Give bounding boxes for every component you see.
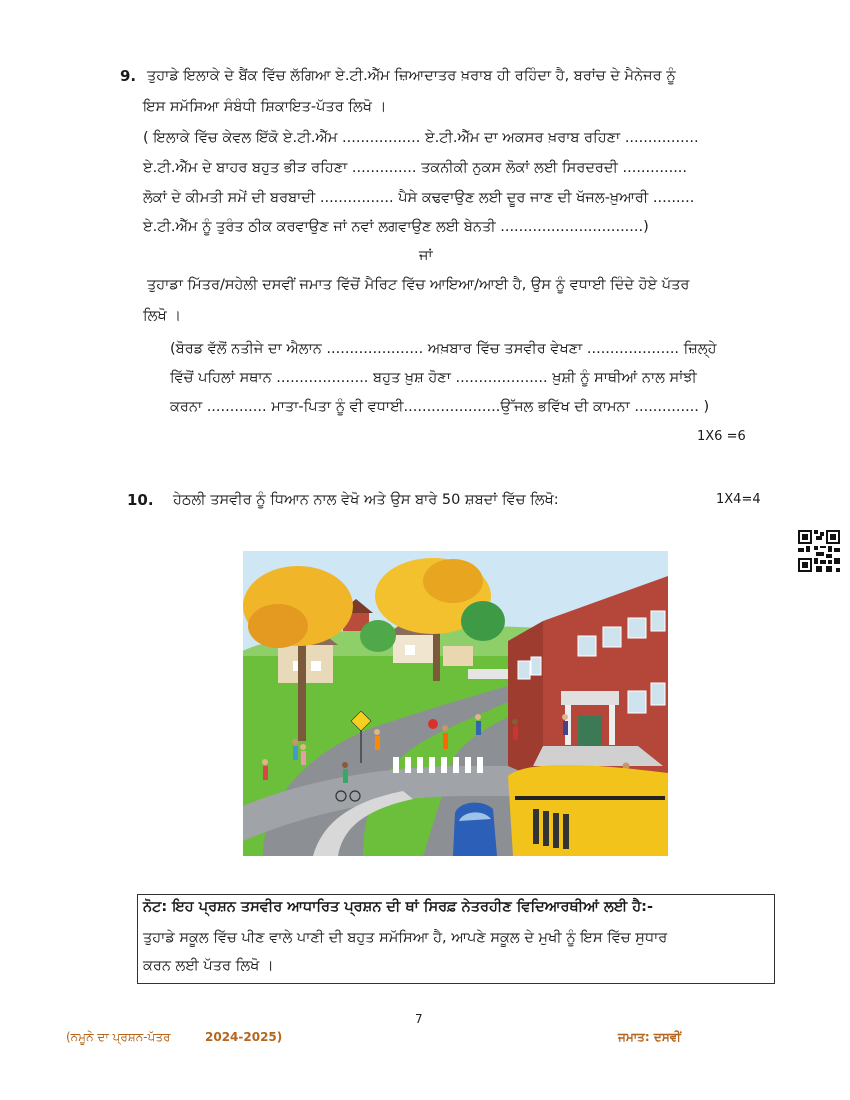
school-street-illustration xyxy=(243,551,668,856)
note-line-1: ਤੁਹਾਡੇ ਸਕੂਲ ਵਿੱਚ ਪੀਣ ਵਾਲੇ ਪਾਣੀ ਦੀ ਬਹੁਤ ਸਮੱਸਿਆ ਹੈ, ਆਪਣੇ ਸਕੂਲ ਦੇ ਮੁਖੀ ਨੂੰ ਇਸ ਵਿੱਚ ਸੁਧਾਰ xyxy=(143,930,668,946)
school-bus xyxy=(508,765,668,856)
footer-paper-type: (ਨਮੂਨੇ ਦਾ ਪ੍ਰਸ਼ਨ-ਪੱਤਰ xyxy=(66,1030,171,1044)
question-9-alt-line-1: ਤੁਹਾਡਾ ਮਿੱਤਰ/ਸਹੇਲੀ ਦਸਵੀਂ ਜਮਾਤ ਵਿੱਚੋਂ ਮੈਰਿਟ ਵਿੱਚ ਆਇਆ/ਆਈ ਹੈ, ਉਸ ਨੂੰ ਵਧਾਈ ਦਿੰਦੇ ਹੋਏ ਪੱਤਰ xyxy=(147,277,690,293)
question-9-marks: 1X6 =6 xyxy=(697,429,746,444)
question-9-hint-1: ( ਇਲਾਕੇ ਵਿੱਚ ਕੇਵਲ ਇੱਕੋ ਏ.ਟੀ.ਐੱਮ ................. ਏ.ਟੀ.ਐੱਮ ਦਾ ਅਕਸਰ ਖ਼ਰਾਬ ਰਹਿਣਾ ................ xyxy=(143,130,699,146)
blue-car xyxy=(453,803,497,856)
question-9-hint-3: ਲੋਕਾਂ ਦੇ ਕੀਮਤੀ ਸਮੇਂ ਦੀ ਬਰਬਾਦੀ ................ ਪੈਸੇ ਕਢਵਾਉਣ ਲਈ ਦੂਰ ਜਾਣ ਦੀ ਖੱਜਲ-ਖ਼ੁਆਰੀ ......... xyxy=(143,190,695,206)
footer-class: ਜਮਾਤ: ਦਸਵੀਂ xyxy=(618,1030,681,1044)
question-9-alt-hint-3: ਕਰਨਾ ............. ਮਾਤਾ-ਪਿਤਾ ਨੂੰ ਵੀ ਵਧਾਈ.....................ਉੱਜਲ ਭਵਿੱਖ ਦੀ ਕਾਮਨਾ .............. ) xyxy=(170,399,710,415)
question-9-line-2: ਇਸ ਸਮੱਸਿਆ ਸੰਬੰਧੀ ਸ਼ਿਕਾਇਤ-ਪੱਤਰ ਲਿਖੋ । xyxy=(143,99,387,115)
note-heading: ਨੋਟ: ਇਹ ਪ੍ਰਸ਼ਨ ਤਸਵੀਰ ਆਧਾਰਿਤ ਪ੍ਰਸ਼ਨ ਦੀ ਥਾਂ ਸਿਰਫ਼ ਨੇਤਰਹੀਣ ਵਿਦਿਆਰਥੀਆਂ ਲਈ ਹੈ:- xyxy=(143,899,653,915)
or-separator: ਜਾਂ xyxy=(419,248,433,264)
note-box xyxy=(137,894,775,984)
footer-year: 2024-2025) xyxy=(205,1030,283,1044)
question-9-line-1: ਤੁਹਾਡੇ ਇਲਾਕੇ ਦੇ ਬੈਂਕ ਵਿੱਚ ਲੱਗਿਆ ਏ.ਟੀ.ਐੱਮ ਜ਼ਿਆਦਾਤਰ ਖ਼ਰਾਬ ਹੀ ਰਹਿੰਦਾ ਹੈ, ਬਰਾਂਚ ਦੇ ਮੈਨੇਜਰ ਨੂੰ xyxy=(147,68,676,84)
question-9-alt-line-2: ਲਿਖੋ । xyxy=(143,308,182,324)
question-10-marks: 1X4=4 xyxy=(716,492,761,507)
question-9-alt-hint-2: ਵਿੱਚੋਂ ਪਹਿਲਾਂ ਸਥਾਨ .................... ਬਹੁਤ ਖ਼ੁਸ਼ ਹੋਣਾ .................... ਖ਼ੁਸ਼ੀ ਨੂੰ ਸਾਥੀਆਂ ਨਾਲ ਸਾਂਝੀ xyxy=(170,370,697,386)
question-9-number: 9. xyxy=(120,67,137,85)
question-9-hint-2: ਏ.ਟੀ.ਐੱਮ ਦੇ ਬਾਹਰ ਬਹੁਤ ਭੀੜ ਰਹਿਣਾ .............. ਤਕਨੀਕੀ ਨੁਕਸ ਲੋਕਾਂ ਲਈ ਸਿਰਦਰਦੀ .............. xyxy=(143,160,688,176)
question-10-text: ਹੇਠਲੀ ਤਸਵੀਰ ਨੂੰ ਧਿਆਨ ਨਾਲ ਵੇਖੋ ਅਤੇ ਉਸ ਬਾਰੇ 50 ਸ਼ਬਦਾਂ ਵਿੱਚ ਲਿਖੋ: xyxy=(173,492,559,508)
page-number: 7 xyxy=(415,1012,423,1026)
question-9-hint-4: ਏ.ਟੀ.ਐੱਮ ਨੂੰ ਤੁਰੰਤ ਠੀਕ ਕਰਵਾਉਣ ਜਾਂ ਨਵਾਂ ਲਗਵਾਉਣ ਲਈ ਬੇਨਤੀ ...............................) xyxy=(143,219,649,235)
stop-sign xyxy=(428,719,438,729)
question-9-alt-hint-1: (ਬੋਰਡ ਵੱਲੋਂ ਨਤੀਜੇ ਦਾ ਐਲਾਨ ..................... ਅਖ਼ਬਾਰ ਵਿੱਚ ਤਸਵੀਰ ਵੇਖਣਾ .................... ਜ਼ਿਲ੍ਹੇ xyxy=(170,341,717,357)
question-10-number: 10. xyxy=(127,491,154,509)
note-line-2: ਕਰਨ ਲਈ ਪੱਤਰ ਲਿਖੋ । xyxy=(143,958,274,974)
qr-code-icon xyxy=(798,530,840,572)
